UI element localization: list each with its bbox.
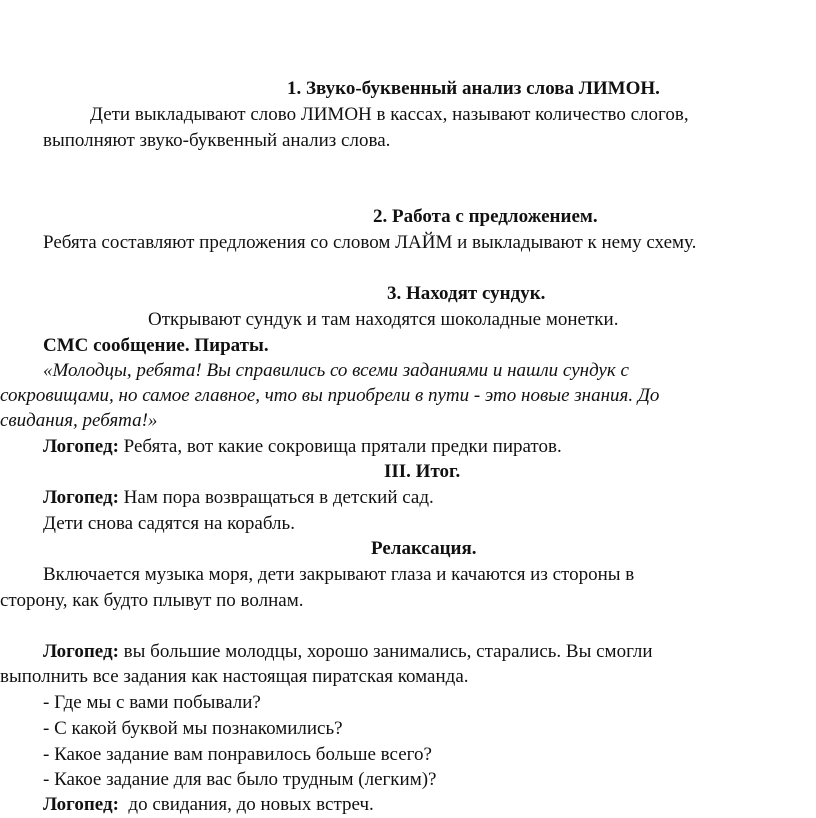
section2-line1: Ребята составляют предложения со словом ЛАЙМ и выкладывают к нему схему. <box>43 232 697 253</box>
final-logoped-line <box>43 639 653 665</box>
speaker-label: Логопед: <box>43 436 119 457</box>
logoped-text: вы большие молодцы, хорошо занимались, старались. Вы смогли <box>118 641 653 662</box>
question-item: - С какой буквой мы познакомились? <box>43 718 343 739</box>
section3-line1: Открывают сундук и там находятся шоколадные монетки. <box>148 309 619 330</box>
question-item: - Какое задание вам понравилось больше всего? <box>43 744 432 765</box>
speaker-label: Логопед: <box>43 487 119 508</box>
logoped-text: Ребята, вот какие сокровища прятали предки пиратов. <box>118 436 562 457</box>
itog-logoped-line <box>43 485 434 511</box>
section1-line1: Дети выкладывают слово ЛИМОН в кассах, называют количество слогов, <box>90 104 689 125</box>
logoped-text: Нам пора возвращаться в детский сад. <box>118 487 434 508</box>
relax-heading: Релаксация. <box>371 538 477 559</box>
sms-quote-line3: свидания, ребята!» <box>0 410 158 431</box>
relax-line2: сторону, как будто плывут по волнам. <box>0 590 304 611</box>
sms-heading: СМС сообщение. Пираты. <box>43 335 269 356</box>
sms-quote-line2: сокровищами, но самое главное, что вы приобрели в пути - это новые знания. До <box>0 385 660 406</box>
itog-heading: III. Итог. <box>384 461 461 482</box>
speaker-label: Логопед: <box>43 641 119 662</box>
speaker-label: Логопед: <box>43 794 119 815</box>
section1-line2: выполняют звуко-буквенный анализ слова. <box>43 130 391 151</box>
logoped-line-treasures <box>43 434 562 460</box>
question-item: - Какое задание для вас было трудным (легким)? <box>43 769 437 790</box>
question-item: - Где мы с вами побывали? <box>43 692 261 713</box>
section2-heading: 2. Работа с предложением. <box>373 206 598 227</box>
closing-text: до свидания, до новых встреч. <box>118 794 374 815</box>
final-line2: выполнить все задания как настоящая пиратская команда. <box>0 666 469 687</box>
sms-quote-line1: «Молодцы, ребята! Вы справились со всеми заданиями и нашли сундук с <box>43 360 629 381</box>
closing-line <box>43 792 374 818</box>
section1-heading: 1. Звуко-буквенный анализ слова ЛИМОН. <box>287 78 660 99</box>
itog-line2: Дети снова садятся на корабль. <box>43 513 295 534</box>
section3-heading: 3. Находят сундук. <box>387 283 546 304</box>
relax-line1: Включается музыка моря, дети закрывают глаза и качаются из стороны в <box>43 564 635 585</box>
